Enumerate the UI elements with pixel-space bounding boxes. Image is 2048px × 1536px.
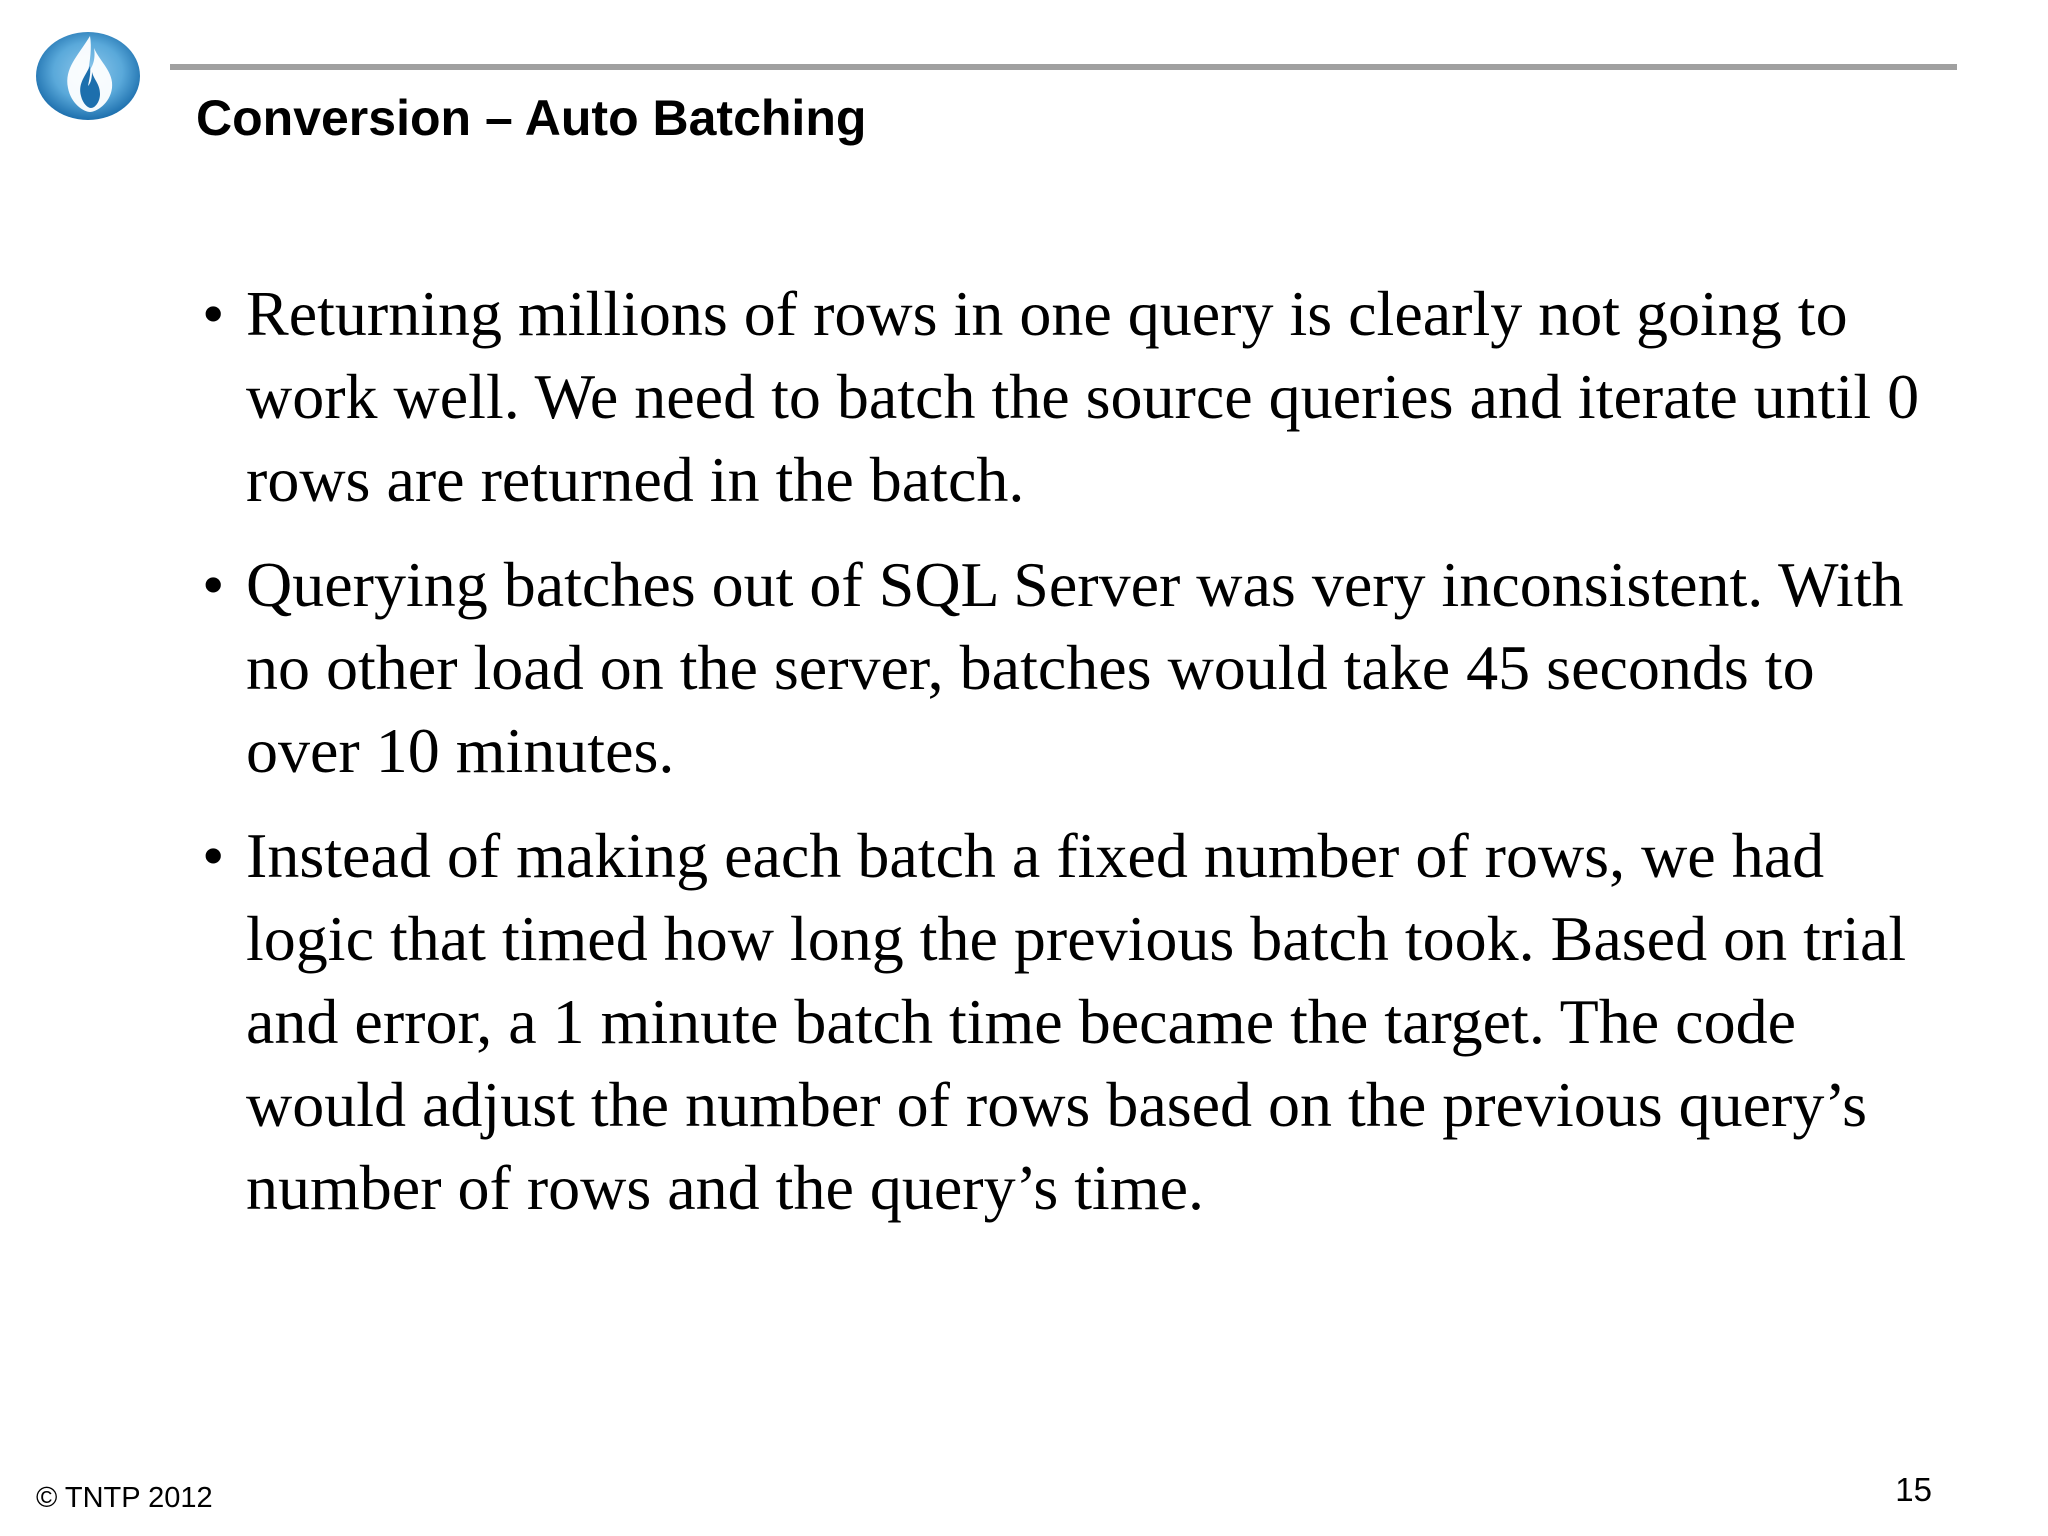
- bullet-list: [200, 272, 1920, 1251]
- bullet-dot-icon: •: [202, 278, 225, 349]
- header-rule: [170, 64, 1957, 70]
- slide-title: Conversion – Auto Batching: [196, 90, 867, 146]
- bullet-item: [200, 272, 1920, 521]
- bullet-text: Returning millions of rows in one query is clearly not going to work well. We need to batch the source queries and iterate until 0 rows are returned in the batch.: [246, 278, 1920, 515]
- bullet-text: Instead of making each batch a fixed number of rows, we had logic that timed how long the previous batch took. Based on trial and error, a 1 minute batch time became the target. The code would adjust the number of rows based on the previous query’s number of rows and the query’s time.: [246, 820, 1907, 1223]
- bullet-dot-icon: •: [202, 549, 225, 620]
- bullet-item: [200, 543, 1920, 792]
- bullet-dot-icon: •: [202, 820, 225, 891]
- copyright-notice: © TNTP 2012: [36, 1482, 213, 1514]
- flame-logo-icon: [34, 26, 144, 122]
- bullet-text: Querying batches out of SQL Server was very inconsistent. With no other load on the server, batches would take 45 seconds to over 10 minutes.: [246, 549, 1904, 786]
- page-number: 15: [1895, 1471, 1932, 1508]
- bullet-item: [200, 814, 1920, 1229]
